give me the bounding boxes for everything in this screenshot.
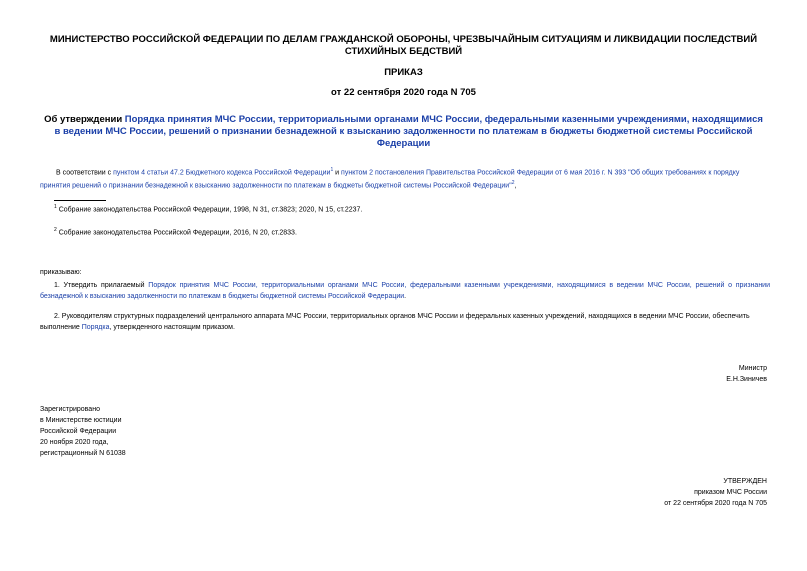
item1-link[interactable]: Порядок принятия МЧС России, территориальными органами МЧС России, федеральными казенными учреждениями, находящимися в ведении МЧС России, решений о признании безнадежной к взысканию задолженности по платежам в бюджеты бюджетной системы Российской Федерации <box>40 282 771 300</box>
approved-line: приказом МЧС России <box>694 489 767 496</box>
link-government-decree[interactable]: пунктом 2 постановления Правительства Российской Федерации от 6 мая 2016 г. N 393 "Об общих требованиях к порядку принятия решений о признании безнадежной к взысканию задолженности по платежам в бюджеты бюджетной системы Российской Федерации" <box>40 169 740 190</box>
footnote-text-1: Собрание законодательства Российской Федерации, 1998, N 31, ст.3823; 2020, N 15, ст.2237. <box>56 206 363 214</box>
order-item-1 <box>40 280 770 302</box>
signature-position: Министр <box>738 365 767 372</box>
item1-suffix: . <box>404 293 407 300</box>
footnote-ref-1[interactable]: 1 <box>330 167 334 173</box>
signature-block <box>567 363 767 385</box>
preamble-text-1: В соответствии с <box>56 169 114 177</box>
approved-line: УТВЕРЖДЕН <box>723 478 767 485</box>
footnote-1 <box>54 202 754 215</box>
footnote-ref-2[interactable]: 2 <box>511 180 515 187</box>
footnote-text-2: Собрание законодательства Российской Федерации, 2016, N 20, ст.2833. <box>56 229 297 237</box>
link-budget-code[interactable]: пунктом 4 статьи 47.2 Бюджетного кодекса Российской Федерации <box>113 169 331 177</box>
doc-type: ПРИКАЗ <box>384 67 423 78</box>
footnote-mark-2: 2 <box>54 227 57 233</box>
doc-title <box>40 114 767 150</box>
order-word: приказываю: <box>40 269 82 276</box>
title-prefix: Об утверждении <box>44 114 125 125</box>
registration-line: Зарегистрировано <box>40 406 100 413</box>
order-item-2 <box>40 311 770 333</box>
registration-line: 20 ноября 2020 года, <box>40 439 109 446</box>
title-link[interactable]: Порядка принятия МЧС России, территориальными органами МЧС России, федеральными казенными учреждениями, находящимися в ведении МЧС России, решений о признании безнадежной к взысканию задолженности по платежам в бюджеты бюджетной системы Российской Федерации <box>54 114 763 149</box>
footnote-2 <box>54 225 754 238</box>
preamble-text-3: , <box>514 182 517 190</box>
registration-line: регистрационный N 61038 <box>40 450 126 457</box>
registration-block <box>40 404 260 459</box>
preamble <box>40 165 770 192</box>
item1-prefix: 1. Утвердить прилагаемый <box>54 282 149 289</box>
item2-suffix: , утвержденного настоящим приказом. <box>109 324 235 331</box>
footnote-mark-1: 1 <box>54 204 57 210</box>
registration-line: Российской Федерации <box>40 428 117 435</box>
approved-line: от 22 сентября 2020 года N 705 <box>664 500 767 507</box>
item2-prefix: 2. Руководителям структурных подразделений центрального аппарата МЧС России, территориальных органов МЧС России и федеральных казенных учреждений, находящихся в ведении МЧС России, обеспечить выполнение <box>40 313 750 331</box>
doc-date-number: от 22 сентября 2020 года N 705 <box>331 87 476 98</box>
preamble-text-2: и <box>333 169 342 177</box>
ministry-name: МИНИСТЕРСТВО РОССИЙСКОЙ ФЕДЕРАЦИИ ПО ДЕЛАМ ГРАЖДАНСКОЙ ОБОРОНЫ, ЧРЕЗВЫЧАЙНЫМ СИТУАЦИЯМ И ЛИКВИДАЦИИ ПОСЛЕДСТВИЙ СТИХИЙНЫХ БЕДСТВИЙ <box>49 34 758 57</box>
item2-link[interactable]: Порядка <box>81 324 110 331</box>
approved-block <box>547 476 767 509</box>
registration-line: в Министерстве юстиции <box>40 417 122 424</box>
footnote-divider <box>54 200 106 201</box>
signature-name: Е.Н.Зиничев <box>726 376 767 383</box>
